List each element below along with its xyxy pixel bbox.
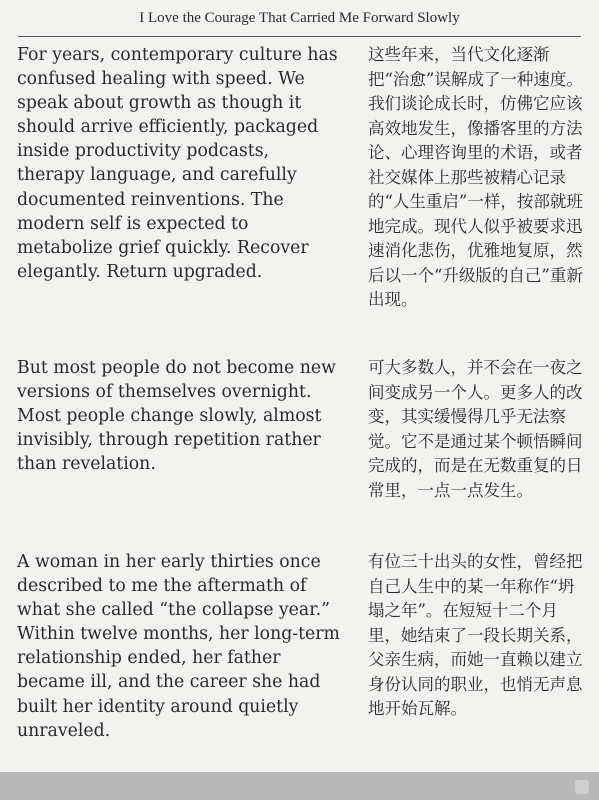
paragraph-zh-1: 这些年来，当代文化逐渐把“治愈”误解成了一种速度。我们谈论成长时，仿佛它应该高效地发生，像播客里的方法论、心理咨询里的术语，或者社交媒体上那些被精心记录的“人生重启”一样，按部就班地完成。现代人似乎被要求迅速消化悲伤，优雅地复原，然后以一个“升级版的自己”重新出现。 bbox=[368, 45, 583, 309]
paragraph-en-1: For years, contemporary culture has confused healing with speed. We speak about growth as though it should arrive efficiently, packaged inside productivity podcasts, therapy language, and carefully documented reinventions. The modern self is expected to metabolize grief quickly. Recover elegantly. Return upgraded. bbox=[17, 45, 338, 282]
footer-bar bbox=[0, 772, 599, 800]
page-title: I Love the Courage That Carried Me Forward Slowly bbox=[139, 10, 460, 26]
paragraph-en-2: But most people do not become new versions of themselves overnight. Most people change slowly, almost invisibly, through repetition rather than revelation. bbox=[17, 358, 336, 475]
paragraph-en-3: A woman in her early thirties once described to me the aftermath of what she called “the collapse year.” Within twelve months, her long-term relationship ended, her father became ill, and the career she had built her identity around quietly unraveled. bbox=[17, 552, 340, 741]
watermark-icon bbox=[575, 780, 589, 794]
paragraph-zh-2: 可大多数人，并不会在一夜之间变成另一个人。更多人的改变，其实缓慢得几乎无法察觉。它不是通过某个顿悟瞬间完成的，而是在无数重复的日常里，一点一点发生。 bbox=[368, 358, 583, 500]
paragraph-zh-3: 有位三十出头的女性，曾经把自己人生中的某一年称作“坍塌之年”。在短短十二个月里，她结束了一段长期关系，父亲生病，而她一直赖以建立身份认同的职业，也悄无声息地开始瓦解。 bbox=[368, 552, 583, 718]
